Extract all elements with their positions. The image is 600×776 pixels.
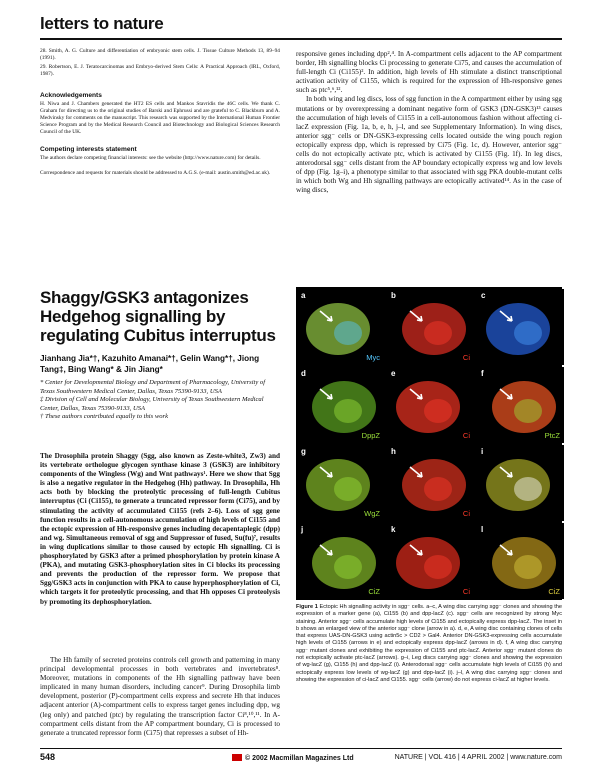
reference-28: 28. Smith, A. G. Culture and differentiation of embryonic stem cells. J. Tissue Culture Methods 13, 89–94 (1991). [40,48,280,61]
affiliation-2: ‡ Division of Cell and Molecular Biology, University of Texas Southwestern Medical Center, Dallas, Texas 75390-9133, USA [40,396,264,412]
figure-panel-k [388,523,474,599]
body-text-right [296,50,562,196]
figure-caption-label: Figure 1 [296,604,318,610]
panel-letter: f [481,369,484,378]
figure-panel-j [298,523,384,599]
body-paragraph-1: The Hh family of secreted proteins controls cell growth and patterning in many principal developmental processes in both vertebrates and invertebrates⁸. Moreover, mutations in components of the Hh signalling pathway have been implicated in many human disorders, including cancer⁹. During Drosophila limb development, posterior (P)-compartment cells express and secrete Hh that induces adjacent anterior (A)-compartment cells to express target genes including dpp, wg (leg only) and patched (ptc) by regulating the transcription factor Ci⁸,¹⁰,¹¹. In A-compartment cells distant from the AP compartment boundary, Ci is processed to generate a truncated repressor form (Ci75) that represses a subset of Hh- [40,656,280,737]
affiliation-note: † These authors contributed equally to this work [40,413,169,421]
footer-rule [40,748,562,749]
publisher-logo-icon [232,754,242,761]
stain-region [424,477,452,501]
panel-letter: e [391,369,396,378]
acknowledgements-text: H. Niwa and J. Chambers generated the HT2 ES cells and Mankos Stavridis the 46C cells. We thank C. Graham for directing us to the original studies of Barski and Ephrussi and are grateful to C. Blackburn and A. Medvinsky for comments on the manuscript. This research was supported by the International Human Frontier Science Program and by the Medical Research Council and Biotechnology and Biological Sciences Research Council of the UK. [40,101,280,135]
panel-stain-label: Ci [462,587,470,596]
body-text-left [40,656,280,738]
figure-panel-e [388,367,474,443]
figure-panel-f [478,367,564,443]
panel-letter: g [301,447,306,456]
panel-image-h [388,445,474,521]
article-authors: Jianhang Jia*†, Kazuhito Amanai*†, Gelin Wang*†, Jiong Tang‡, Bing Wang* & Jin Jiang* [40,354,260,374]
body-paragraph-2: responsive genes including dpp²,⁴. In A-compartment cells adjacent to the AP compartment border, Hh signalling blocks Ci processing to generate Ci75, and causes the accumulation of full-length Ci (Ci155)². In addition, high levels of Hh stimulate a distinct transcriptional activation activity of Ci155, which is required for the expression of Hh-responsive genes such as ptc⁵,⁶,¹². [296,50,562,95]
figure-panel-c [478,289,564,365]
panel-stain-label: CiZ [548,587,560,596]
panel-stain-label: PtcZ [544,431,560,440]
affiliation-1: * Center for Developmental Biology and Department of Pharmacology, University of Texas Southwestern Medical Center, Dallas, Texas 75390-9133, USA [40,379,266,395]
figure-panel-b [388,289,474,365]
figure-panel-a [298,289,384,365]
reference-29: 29. Robertson, E. J. Teratocarcinomas and Embryo-derived Stem Cells: A Practical Approach (IRL, Oxford, 1987). [40,64,280,77]
panel-stain-label: WgZ [364,509,380,518]
panel-letter: i [481,447,484,456]
stain-region [514,399,542,423]
body-paragraph-3: In both wing and leg discs, loss of sgg function in the A compartment either by using sgg mutations or by overexpressing a dominant negative form of GSK3 (DN-GSK3)¹³ causes the accumulation of high levels of Ci155 in a cell-autonomous fashion without affecting ci-lacZ expression (Fig. 1a, b, e, h, j–l, and see Supplementary Information). In wing discs, anterior sgg⁻ cells or DN-GSK3-expressing cells located outside the wing pouch region ectopically express dpp, which is repressed by Ci75 (Fig. 1c, d). However, anterior sgg⁻ cells do not ectopically activate ptc, which is activated by Ci155 (Fig. 1f). In leg discs, anterodorsal sgg⁻ cells distant from the AP boundary ectopically express wg and low levels of dpp (Fig. 1g–i), a phenotype similar to that associated with sgg PKA double-mutant cells in which both Wg and Hh signalling pathways are ectopically activated¹⁴. As in the case of wing discs, [296,95,562,195]
stain-region [334,477,362,501]
panel-image-k [388,523,474,599]
article-title: Shaggy/GSK3 antagonizes Hedgehog signalling by regulating Cubitus interruptus [40,288,276,345]
abstract: The Drosophila protein Shaggy (Sgg, also known as Zeste-white3, Zw3) and its vertebrate orthologue glycogen synthase kinase 3 (GSK3) are inhibitory components of the Wingless (Wg) and Wnt pathways¹. Here we show that Sgg is also a negative regulator in the Hedgehog (Hh) pathway. In Drosophila, Hh acts both by blocking the proteolytic processing of full-length Cubitus interruptus (Ci (Ci155), to generate a truncated repressor form (Ci75), and by stimulating the activity of accumulated Ci155 (refs 2–6). Loss of sgg gene function results in a cell-autonomous accumulation of high levels of Ci155 and the ectopic expression of Hh-responsive genes including decapentaplegic (dpp) and wg. Simultaneous removal of sgg and Suppressor of fused, Su(fu)⁷, results in wing duplications similar to those caused by ectopic Hh signalling. Ci is phosphorylated by GSK3 after a primed phosphorylation by protein kinase A (PKA), and mutating GSK3-phosphorylation sites in Ci blocks its processing and prevents the production of the repressor form. We propose that Sgg/GSK3 acts in conjunction with PKA to cause hyperphosphorylation of Ci, which targets it for proteolytic processing, and that Hh opposes Ci proteolysis by promoting its dephosphorylation. [40,452,280,606]
panel-letter: k [391,525,396,534]
panel-letter: h [391,447,396,456]
affiliations [40,379,280,422]
panel-letter: d [301,369,306,378]
stain-region [514,477,542,501]
stain-region [424,555,452,579]
panel-letter: b [391,291,396,300]
panel-image-i [478,445,564,521]
section-title: letters to nature [40,14,164,33]
figure-1-panels [296,287,562,600]
stain-region [334,321,362,345]
panel-image-c [478,289,564,365]
panel-stain-label: Ci [462,353,470,362]
journal-info: NATURE | VOL 416 | 4 APRIL 2002 | www.nature.com [394,754,562,761]
figure-panel-g [298,445,384,521]
stain-region [424,399,452,423]
stain-region [334,555,362,579]
stain-region [424,321,452,345]
stain-region [514,321,542,345]
panel-stain-label: Myc [366,353,380,362]
section-header [40,14,562,34]
acknowledgements-heading: Acknowledgements [40,92,102,99]
figure-caption-text: Ectopic Hh signalling activity in sgg⁻ cells. a–c, A wing disc carrying sgg⁻ clones and showing the expression of a marker gene (a), Ci155 (b) and dpp-lacZ (c). sgg⁻ cells are recognized by strong Myc staining. Anterior sgg⁻ cells accumulate high levels of Ci155 and ectopically express dpp-lacZ. The inset in b shows an enlarged view of the anterior sgg⁻ clone (arrow in a). d, e, A wing disc containing clones of cells that express UAS-DN-GSK3 using actin5c > CD2 > Gal4. Anterior DN-GSK3-expressing cells accumulate high levels of Ci155 (arrows in e) and ectopically express dpp-lacZ (arrows in d). f, A wing disc carrying sgg⁻ mutant clones and exhibiting the expression of Ci155 and ptc-lacZ. Anterior sgg⁻ mutant clones do not ectopically activate ptc-lacZ (arrows). g–i, Leg discs carrying sgg⁻ clones and showing the expression of wg-lacZ (g), Ci155 (h) and dpp-lacZ (i). Anterodorsal sgg⁻ cells accumulate high levels of Ci155 (h) and ectopically express low levels of wg-lacZ (g) and dpp-lacZ (i). j–l, A wing disc carrying sgg⁻ clones and showing the expression of ci-lacZ and Ci155. sgg⁻ cells (arrow) do not express ci-lacZ at higher levels. [296,604,562,683]
panel-stain-label: Ci [462,509,470,518]
left-top-block [40,48,280,177]
stain-region [334,399,362,423]
panel-letter: j [301,525,304,534]
panel-stain-label: Ci [462,431,470,440]
panel-letter: l [481,525,484,534]
figure-panel-d [298,367,384,443]
publisher-text: © 2002 Macmillan Magazines Ltd [245,755,354,762]
page-number: 548 [40,752,56,762]
figure-caption [296,604,562,684]
figure-panel-h [388,445,474,521]
stain-region [514,555,542,579]
header-rule [40,38,562,40]
competing-interests-text: The authors declare competing financial interests: see the website (http://www.nature.com) for details. [40,155,261,161]
correspondence-text: Correspondence and requests for materials should be addressed to A.G.S. (e-mail: austin.smith@ed.ac.uk). [40,170,271,176]
figure-panel-l [478,523,564,599]
panel-stain-label: DppZ [361,431,380,440]
panel-letter: c [481,291,486,300]
publisher-line [232,754,354,762]
competing-interests-heading: Competing interests statement [40,146,137,153]
panel-image-e [388,367,474,443]
panel-stain-label: CiZ [368,587,380,596]
panel-letter: a [301,291,306,300]
figure-panel-i [478,445,564,521]
panel-image-b [388,289,474,365]
